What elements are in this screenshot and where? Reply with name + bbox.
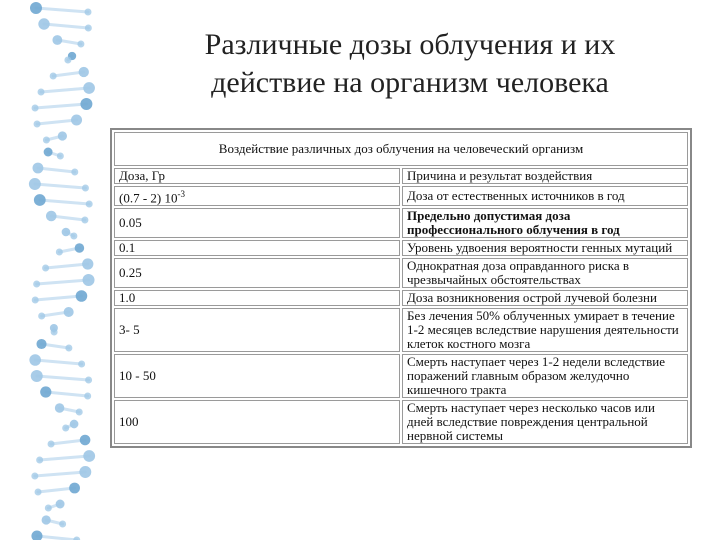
dna-node-icon	[36, 457, 43, 464]
dna-node-icon	[29, 178, 41, 190]
table-row	[114, 308, 688, 352]
dose-cell: 0.05	[114, 208, 400, 238]
dna-node-icon	[44, 148, 53, 157]
dna-node-icon	[56, 249, 63, 256]
effect-cell: Предельно допустимая доза профессионального облучения в год	[402, 208, 688, 238]
dna-link-icon	[36, 8, 88, 12]
effect-cell: Доза от естественных источников в год	[402, 186, 688, 206]
dose-cell: 10 - 50	[114, 354, 400, 398]
dna-node-icon	[32, 297, 39, 304]
header-dose: Доза, Гр	[114, 168, 400, 184]
dna-node-icon	[31, 530, 42, 540]
dna-node-icon	[62, 425, 69, 432]
dna-node-icon	[77, 41, 84, 48]
dna-node-icon	[85, 9, 92, 16]
dna-node-icon	[64, 57, 71, 64]
dna-node-icon	[80, 98, 92, 110]
dose-cell: 0.25	[114, 258, 400, 288]
dna-node-icon	[84, 393, 91, 400]
dna-link-icon	[37, 536, 77, 540]
dna-node-icon	[82, 258, 93, 269]
dna-node-icon	[83, 450, 95, 462]
dose-cell: 1.0	[114, 290, 400, 306]
dna-node-icon	[40, 386, 51, 397]
table-caption: Воздействие различных доз облучения на человеческий организм	[114, 132, 688, 166]
header-effect: Причина и результат воздействия	[402, 168, 688, 184]
dna-node-icon	[83, 274, 95, 286]
dna-node-icon	[69, 483, 80, 494]
dna-node-icon	[50, 73, 57, 80]
dna-link-icon	[46, 264, 88, 268]
dna-node-icon	[83, 82, 95, 94]
dna-node-icon	[51, 329, 58, 336]
dna-node-icon	[57, 153, 64, 160]
dna-node-icon	[36, 339, 46, 349]
dna-node-icon	[55, 403, 65, 413]
dna-node-icon	[80, 435, 91, 446]
dna-node-icon	[79, 466, 91, 478]
dna-node-icon	[52, 35, 62, 45]
dna-node-icon	[85, 377, 92, 384]
dna-node-icon	[76, 290, 88, 302]
dna-node-icon	[34, 194, 46, 206]
dna-link-icon	[37, 120, 76, 124]
dna-link-icon	[37, 280, 89, 284]
dose-value: (0.7 - 2) 10	[119, 190, 178, 206]
dna-node-icon	[56, 500, 65, 509]
slide-title-line-2: действие на организм человека	[211, 66, 609, 99]
dna-node-icon	[86, 201, 93, 208]
dna-node-icon	[30, 2, 42, 14]
dna-link-icon	[38, 488, 75, 492]
dna-link-icon	[35, 296, 81, 300]
dna-node-icon	[71, 114, 82, 125]
dose-cell	[114, 186, 400, 206]
dna-node-icon	[59, 521, 66, 528]
dna-link-icon	[37, 376, 89, 380]
effect-cell: Уровень удвоения вероятности генных мутаций	[402, 240, 688, 256]
dna-node-icon	[32, 105, 39, 112]
dna-node-icon	[46, 211, 57, 222]
table-row	[114, 186, 688, 206]
dose-cell: 100	[114, 400, 400, 444]
dna-link-icon	[35, 472, 85, 476]
effect-cell: Доза возникновения острой лучевой болезни	[402, 290, 688, 306]
dna-link-icon	[35, 360, 81, 364]
dna-link-icon	[38, 168, 75, 172]
dna-node-icon	[70, 420, 79, 429]
dose-table-container	[110, 128, 692, 444]
dna-node-icon	[64, 307, 74, 317]
table-row	[114, 290, 688, 306]
dna-node-icon	[38, 89, 45, 96]
dna-node-icon	[62, 228, 71, 237]
dna-node-icon	[31, 473, 38, 480]
slide-title	[130, 26, 690, 102]
dna-node-icon	[73, 537, 80, 540]
dna-node-icon	[85, 25, 92, 32]
dna-node-icon	[70, 233, 77, 240]
table-row	[114, 208, 688, 238]
dna-link-icon	[40, 200, 89, 204]
dna-node-icon	[45, 505, 52, 512]
dna-node-icon	[29, 354, 41, 366]
dna-link-icon	[46, 392, 88, 396]
dna-node-icon	[76, 409, 83, 416]
dna-node-icon	[65, 345, 72, 352]
dna-node-icon	[38, 18, 49, 29]
dna-link-icon	[41, 88, 89, 92]
dna-node-icon	[43, 137, 50, 144]
dna-link-icon	[40, 456, 90, 460]
dna-node-icon	[38, 313, 45, 320]
table-row	[114, 258, 688, 288]
table-row	[114, 354, 688, 398]
dna-node-icon	[75, 243, 85, 253]
dna-node-icon	[81, 217, 88, 224]
dose-cell: 3- 5	[114, 308, 400, 352]
table-row	[114, 240, 688, 256]
effect-cell: Смерть наступает через несколько часов или дней вследствие повреждения центральной нервной системы	[402, 400, 688, 444]
dna-link-icon	[35, 104, 86, 108]
slide-title-line-1: Различные дозы облучения и их	[204, 28, 616, 61]
dna-node-icon	[31, 370, 43, 382]
dna-node-icon	[35, 489, 42, 496]
dna-node-icon	[42, 515, 51, 524]
dna-node-icon	[79, 67, 89, 77]
dose-cell: 0.1	[114, 240, 400, 256]
dna-node-icon	[71, 169, 78, 176]
dna-node-icon	[58, 131, 67, 140]
table-caption-row	[114, 132, 688, 166]
dna-link-icon	[35, 184, 86, 188]
dna-link-icon	[44, 24, 88, 28]
effect-cell: Однократная доза оправданного риска в чрезвычайных обстоятельствах	[402, 258, 688, 288]
dna-node-icon	[42, 265, 49, 272]
dna-node-icon	[48, 441, 55, 448]
table-row	[114, 400, 688, 444]
dna-node-icon	[82, 185, 89, 192]
dose-table	[110, 128, 692, 448]
table-header-row	[114, 168, 688, 184]
dose-exponent: -3	[177, 189, 185, 199]
dna-helix-icon	[0, 0, 120, 540]
dna-node-icon	[34, 121, 41, 128]
effect-cell: Без лечения 50% облученных умирает в течение 1-2 месяцев вследствие нарушения деятельности клеток костного мозга	[402, 308, 688, 352]
dna-node-icon	[78, 361, 85, 368]
dna-node-icon	[33, 163, 44, 174]
effect-cell: Смерть наступает через 1-2 недели вследствие поражений главным образом желудочно кишечного тракта	[402, 354, 688, 398]
dna-node-icon	[33, 281, 40, 288]
